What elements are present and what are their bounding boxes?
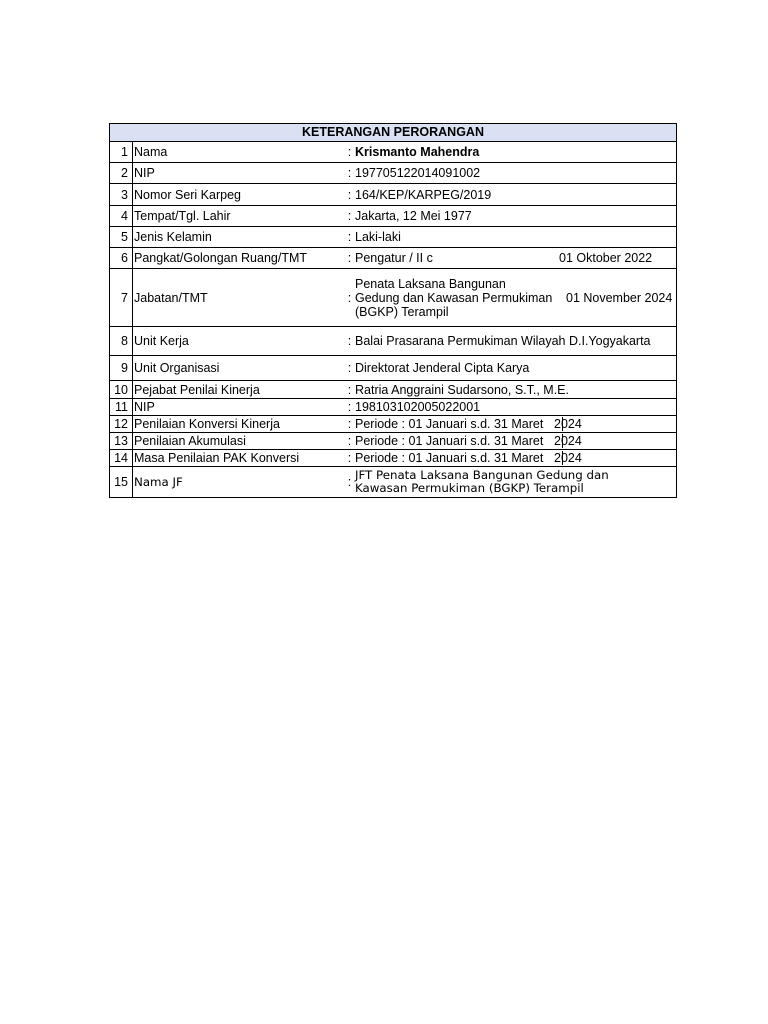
table-row (110, 142, 676, 163)
row-label: Nama JF (134, 475, 183, 489)
row-number: 6 (110, 248, 133, 268)
row-value (353, 433, 676, 449)
table-row (110, 248, 676, 269)
colon-separator: : (347, 334, 352, 348)
row-number: 12 (110, 416, 133, 432)
row-label: NIP (134, 166, 155, 180)
row-number: 15 (110, 467, 133, 497)
colon-separator: : (347, 166, 352, 180)
colon-separator: : (347, 400, 352, 414)
table-row (110, 184, 676, 206)
row-label: Penilaian Akumulasi (134, 434, 246, 448)
position-line: Gedung dan Kawasan Permukiman (355, 290, 553, 305)
row-value: Ratria Anggraini Sudarsono, S.T., M.E. (355, 382, 569, 397)
row-value: 198103102005022001 (355, 400, 481, 414)
period-text: Periode : 01 Januari s.d. 31 Maret (355, 451, 544, 465)
row-value: Jakarta, 12 Mei 1977 (355, 209, 472, 223)
jf-name-value (355, 469, 609, 495)
colon-separator: : (347, 209, 352, 223)
row-label: Nama (134, 145, 168, 159)
row-value: Laki-laki (355, 230, 401, 244)
colon-separator: : (347, 417, 352, 431)
colon-separator: : (347, 187, 352, 202)
cell-divider (562, 434, 563, 448)
period-year: 2024 (554, 434, 582, 448)
period-year: 2024 (554, 451, 582, 465)
row-label: Pangkat/Golongan Ruang/TMT (134, 251, 308, 265)
period-text: Periode : 01 Januari s.d. 31 Maret (355, 417, 544, 431)
cell-divider (562, 417, 563, 431)
table-row (110, 356, 676, 381)
row-number: 13 (110, 433, 133, 449)
table-row (110, 450, 676, 467)
cell-divider (562, 451, 563, 465)
row-number: 5 (110, 227, 133, 247)
row-number: 4 (110, 206, 133, 226)
tmt-date: 01 Oktober 2022 (559, 251, 653, 265)
row-number: 10 (110, 381, 133, 398)
row-value (353, 269, 676, 326)
row-label: Tempat/Tgl. Lahir (134, 209, 231, 223)
row-label: Pejabat Penilai Kinerja (134, 382, 260, 397)
colon-separator: : (347, 434, 352, 448)
table-row (110, 327, 676, 356)
row-value: 197705122014091002 (355, 166, 481, 180)
row-number: 14 (110, 450, 133, 466)
row-number: 11 (110, 399, 133, 415)
rank-value: Pengatur / II c (355, 251, 433, 265)
colon-separator: : (347, 230, 352, 244)
table-row (110, 381, 676, 399)
row-label: Unit Organisasi (134, 361, 220, 375)
row-label: Nomor Seri Karpeg (134, 187, 241, 202)
row-value: 164/KEP/KARPEG/2019 (355, 187, 492, 202)
table-row (110, 467, 676, 497)
row-number: 1 (110, 142, 133, 162)
colon-separator: : (347, 145, 352, 159)
row-number: 7 (110, 269, 133, 326)
table-row (110, 433, 676, 450)
colon-separator: : (347, 290, 352, 305)
row-label: NIP (134, 400, 155, 414)
position-line: Penata Laksana Bangunan (355, 276, 506, 291)
table-row (110, 416, 676, 433)
position-value (355, 277, 552, 319)
row-label: Jabatan/TMT (134, 290, 208, 305)
row-value (353, 467, 676, 497)
tmt-date: 01 November 2024 (566, 290, 673, 305)
table-row (110, 269, 676, 327)
colon-separator: : (347, 382, 352, 397)
row-value (353, 450, 676, 466)
position-line: (BGKP) Terampil (355, 304, 449, 319)
period-year: 2024 (554, 417, 582, 431)
colon-separator: : (347, 361, 352, 375)
table-row (110, 227, 676, 248)
row-label: Jenis Kelamin (134, 230, 212, 244)
row-number: 2 (110, 163, 133, 183)
row-number: 9 (110, 356, 133, 380)
row-label: Masa Penilaian PAK Konversi (134, 451, 300, 465)
table-row (110, 399, 676, 416)
row-number: 3 (110, 184, 133, 205)
personal-info-table (109, 123, 677, 498)
table-title: KETERANGAN PERORANGAN (110, 124, 676, 142)
jf-name-line: JFT Penata Laksana Bangunan Gedung dan (355, 468, 609, 482)
row-value: Krismanto Mahendra (355, 145, 480, 159)
colon-separator: : (347, 475, 352, 489)
row-value (353, 416, 676, 432)
table-row (110, 206, 676, 227)
row-label: Penilaian Konversi Kinerja (134, 417, 280, 431)
colon-separator: : (347, 251, 352, 265)
row-number: 8 (110, 327, 133, 355)
row-value: Balai Prasarana Permukiman Wilayah D.I.Yogyakarta (355, 334, 651, 348)
table-row (110, 163, 676, 184)
row-value: Direktorat Jenderal Cipta Karya (355, 361, 530, 375)
jf-name-line: Kawasan Permukiman (BGKP) Terampil (355, 481, 584, 495)
row-value (353, 248, 676, 268)
colon-separator: : (347, 451, 352, 465)
period-text: Periode : 01 Januari s.d. 31 Maret (355, 434, 544, 448)
row-label: Unit Kerja (134, 334, 189, 348)
